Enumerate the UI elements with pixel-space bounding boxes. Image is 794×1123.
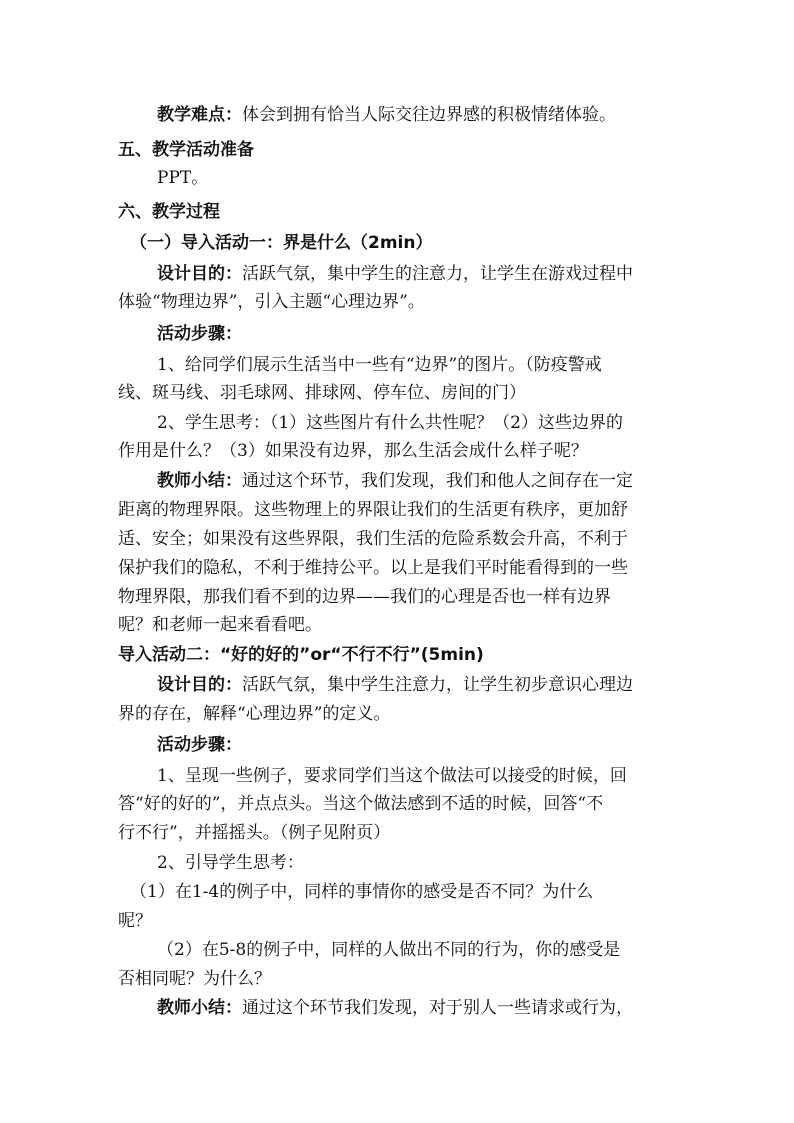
paragraph-line: 答“好的好的”，并点点头。当这个做法感到不适的时候，回答“不 <box>118 794 604 814</box>
paragraph-line: 呢？ <box>118 911 152 931</box>
paragraph-line: （2）在5-8的例子中，同样的人做出不同的行为，你的感受是 <box>157 940 621 960</box>
activity-2-heading: 导入活动二：“好的好的”or“不行不行”(5min) <box>118 645 484 665</box>
paragraph-line: 保护我们的隐私，不利于维持公平。以上是我们平时能看得到的一些 <box>118 558 628 578</box>
text-teacher-summary-1: 通过这个环节，我们发现，我们和他人之间存在一定 <box>242 471 633 491</box>
activity-1-heading: （一）导入活动一：界是什么（2min） <box>130 233 433 253</box>
paragraph-line: 距离的物理界限。这些物理上的界限让我们的生活更有秩序，更加舒 <box>118 500 628 520</box>
text-teaching-difficulty: 体会到拥有恰当人际交往边界感的积极情绪体验。 <box>242 105 616 125</box>
section-heading-5: 五、教学活动准备 <box>118 140 254 160</box>
paragraph-line: 1、呈现一些例子，要求同学们当这个做法可以接受的时候，回 <box>157 766 627 786</box>
paragraph-line: 呢？和老师一起来看看吧。 <box>118 615 322 635</box>
paragraph-line: 适、安全；如果没有这些界限，我们生活的危险系数会升高，不利于 <box>118 529 628 549</box>
paragraph-line: 物理界限，那我们看不到的边界——我们的心理是否也一样有边界 <box>118 587 611 607</box>
label-design-purpose-1: 设计目的： <box>157 264 242 284</box>
paragraph-line: 线、斑马线、羽毛球网、排球网、停车位、房间的门） <box>118 383 526 403</box>
paragraph-line: 1、给同学们展示生活当中一些有“边界”的图片。（防疫警戒 <box>157 355 602 375</box>
paragraph-line: 2、引导学生思考： <box>157 853 304 873</box>
text-teacher-summary-2: 通过这个环节我们发现，对于别人一些请求或行为， <box>242 998 633 1018</box>
label-teaching-difficulty: 教学难点： <box>157 105 242 125</box>
design-purpose-2 <box>157 673 678 697</box>
teaching-difficulty-line <box>157 103 678 127</box>
teacher-summary-1 <box>157 469 678 493</box>
label-teacher-summary-1: 教师小结： <box>157 471 242 491</box>
paragraph-line: （1）在1-4的例子中，同样的事情你的感受是否不同？为什么 <box>130 882 594 902</box>
paragraph-line: 否相同呢？为什么？ <box>118 969 271 989</box>
label-teacher-summary-2: 教师小结： <box>157 998 242 1018</box>
text-design-purpose-2: 活跃气氛，集中学生注意力，让学生初步意识心理边 <box>242 675 633 695</box>
paragraph-line: 界的存在，解释“心理边界”的定义。 <box>118 704 391 724</box>
design-purpose-1 <box>157 262 678 286</box>
label-design-purpose-2: 设计目的： <box>157 675 242 695</box>
paragraph-line: 行不行”，并摇摇头。（例子见附页） <box>118 823 391 843</box>
section-heading-6: 六、教学过程 <box>118 202 220 222</box>
paragraph-line: 作用是什么？（3）如果没有边界，那么生活会成什么样子呢？ <box>118 441 588 461</box>
steps-label-2: 活动步骤： <box>157 735 242 755</box>
steps-label-1: 活动步骤： <box>157 324 242 344</box>
materials-text: PPT。 <box>157 168 209 188</box>
paragraph-line: 体验“物理边界”，引入主题“心理边界”。 <box>118 292 425 312</box>
paragraph-line: 2、学生思考：（1）这些图片有什么共性呢？（2）这些边界的 <box>157 413 623 433</box>
text-design-purpose-1: 活跃气氛，集中学生的注意力，让学生在游戏过程中 <box>242 264 633 284</box>
teacher-summary-2 <box>157 996 678 1020</box>
